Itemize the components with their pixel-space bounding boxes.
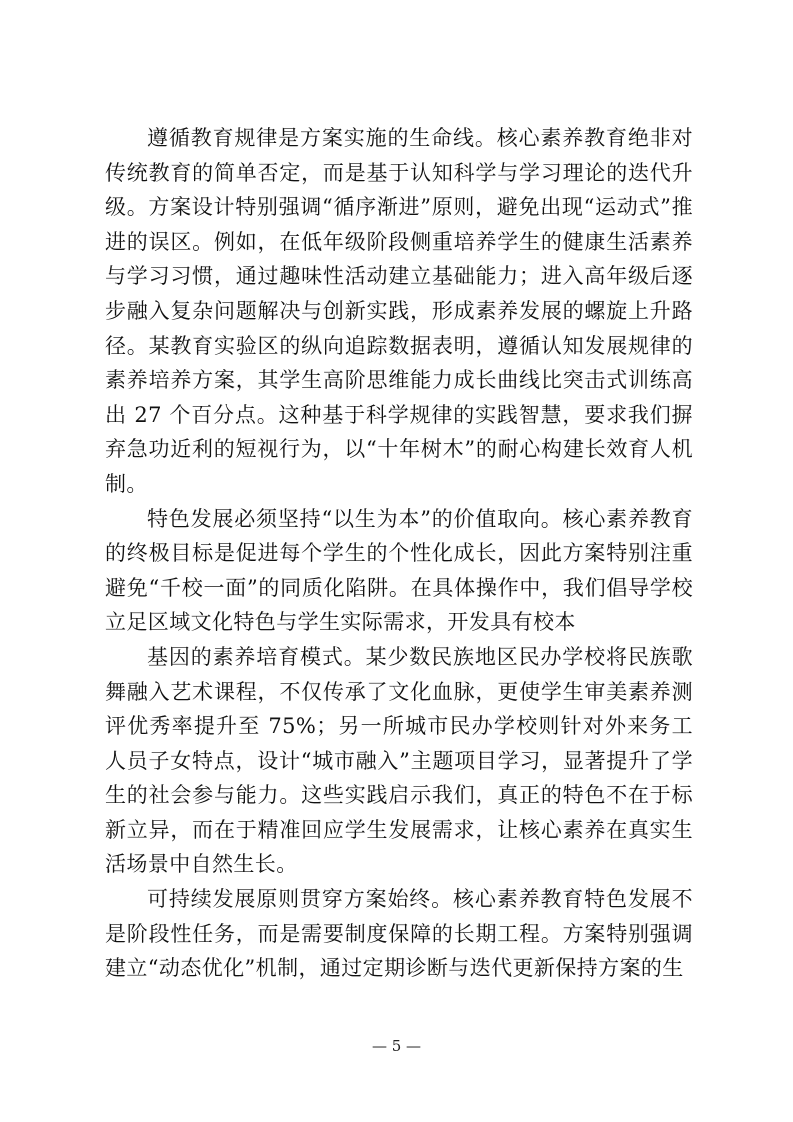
paragraph-4: 可持续发展原则贯穿方案始终。核心素养教育特色发展不是阶段性任务，而是需要制度保障的长期工程。方案特别强调建立“动态优化”机制，通过定期诊断与迭代更新保持方案的生 bbox=[105, 887, 693, 981]
paragraph-2: 特色发展必须坚持“以生为本”的价值取向。核心素养教育的终极目标是促进每个学生的个性化成长，因此方案特别注重避免“千校一面”的同质化陷阱。在具体操作中，我们倡导学校立足区域文化特色与学生实际需求，开发具有校本 bbox=[105, 506, 693, 635]
paragraph-3: 基因的素养培育模式。某少数民族地区民办学校将民族歌舞融入艺术课程，不仅传承了文化血脉，更使学生审美素养测评优秀率提升至 75%；另一所城市民办学校则针对外来务工人员子女特点，设计“城市融入”主题项目学习，显著提升了学生的社会参与能力。这些实践启示我们，真正的特色不在于标新立异，而在于精准回应学生发展需求，让核心素养在真实生活场景中自然生长。 bbox=[105, 644, 693, 877]
page-number: — 5 — bbox=[371, 1037, 422, 1055]
body-text bbox=[105, 121, 693, 986]
paragraph-1: 遵循教育规律是方案实施的生命线。核心素养教育绝非对传统教育的简单否定，而是基于认知科学与学习理论的迭代升级。方案设计特别强调“循序渐进”原则，避免出现“运动式”推进的误区。例如，在低年级阶段侧重培养学生的健康生活素养与学习习惯，通过趣味性活动建立基础能力；进入高年级后逐步融入复杂问题解决与创新实践，形成素养发展的螺旋上升路径。某教育实验区的纵向追踪数据表明，遵循认知发展规律的素养培养方案，其学生高阶思维能力成长曲线比突击式训练高出 27 个百分点。这种基于科学规律的实践智慧，要求我们摒弃急功近利的短视行为，以“十年树木”的耐心构建长效育人机制。 bbox=[105, 126, 693, 496]
